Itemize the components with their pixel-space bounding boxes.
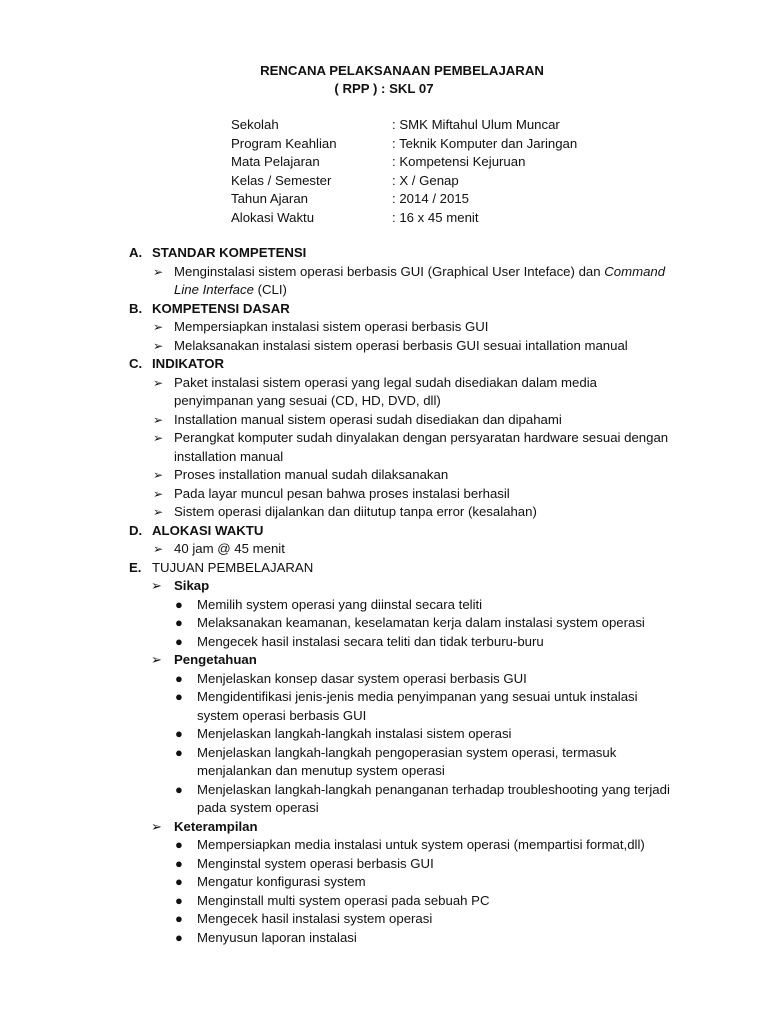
item-text: Perangkat komputer sudah dinyalakan dengan persyaratan hardware sesuai dengan installation manual <box>174 430 669 464</box>
item-text: Proses installation manual sudah dilaksanakan <box>174 467 449 482</box>
section-letter: A. <box>129 245 143 260</box>
dot-bullet-icon: ● <box>175 596 183 612</box>
item-text: Menginstal system operasi berbasis GUI <box>197 855 434 871</box>
list-item <box>0 725 707 744</box>
info-value: : SMK Miftahul Ulum Muncar <box>392 117 560 132</box>
subsection-heading <box>0 577 768 596</box>
info-label: Kelas / Semester <box>231 172 332 188</box>
section-letter: C. <box>129 356 143 371</box>
subsection-title: Keterampilan <box>174 818 258 834</box>
list-item <box>0 466 714 485</box>
item-text: (CLI) <box>253 282 287 297</box>
list-item <box>0 892 707 911</box>
info-value: : 16 x 45 menit <box>392 209 479 225</box>
list-item <box>0 596 707 615</box>
item-text: Mempersiapkan instalasi sistem operasi berbasis GUI <box>174 319 489 334</box>
arrow-bullet-icon: ➢ <box>153 431 164 445</box>
info-row <box>231 135 651 154</box>
item-text: Mempersiapkan media instalasi untuk system operasi (mempartisi format,dll) <box>197 837 645 852</box>
dot-bullet-icon: ● <box>175 911 183 926</box>
item-text: Pada layar muncul pesan bahwa proses instalasi berhasil <box>174 485 510 501</box>
list-item <box>0 929 707 948</box>
section-title: INDIKATOR <box>152 356 225 371</box>
dot-bullet-icon: ● <box>175 892 183 908</box>
section-title: STANDAR KOMPETENSI <box>152 245 307 260</box>
document-subtitle: ( RPP ) : SKL 07 <box>334 81 434 96</box>
dot-bullet-icon: ● <box>175 837 183 852</box>
info-value: : X / Genap <box>392 172 459 188</box>
info-label: Alokasi Waktu <box>231 209 315 225</box>
section-letter: E. <box>129 559 142 575</box>
list-item <box>0 781 697 818</box>
subsection-heading <box>0 651 768 670</box>
arrow-bullet-icon: ➢ <box>153 505 164 519</box>
info-label: Mata Pelajaran <box>231 154 320 169</box>
item-text: Mengatur konfigurasi system <box>197 874 366 889</box>
section-title: TUJUAN PEMBELAJARAN <box>152 559 314 575</box>
list-item <box>0 688 667 725</box>
list-item <box>0 318 714 337</box>
list-item <box>0 614 707 633</box>
item-text: Menjelaskan langkah-langkah instalasi sistem operasi <box>197 726 512 741</box>
list-item <box>0 540 714 559</box>
arrow-bullet-icon: ➢ <box>153 486 164 501</box>
item-text: 40 jam @ 45 menit <box>174 541 285 556</box>
item-text: Menjelaskan konsep dasar system operasi berbasis GUI <box>197 670 527 686</box>
section-letter: D. <box>129 522 143 538</box>
arrow-bullet-icon: ➢ <box>153 468 164 482</box>
info-label: Tahun Ajaran <box>231 191 308 206</box>
list-item <box>0 263 714 300</box>
info-row <box>231 116 651 135</box>
section-title: KOMPETENSI DASAR <box>152 300 290 316</box>
item-text: Memilih system operasi yang diinstal secara teliti <box>197 596 483 612</box>
dot-bullet-icon: ● <box>175 874 183 889</box>
item-text: Paket instalasi sistem operasi yang legal sudah disediakan dalam media penyimpanan yang sesuai (CD, HD, DVD, dll) <box>174 374 597 408</box>
list-item <box>0 633 707 652</box>
info-row <box>231 153 651 172</box>
arrow-bullet-icon: ➢ <box>151 578 162 593</box>
info-row <box>231 209 651 228</box>
list-item <box>0 855 707 874</box>
document-body <box>0 244 768 947</box>
info-table <box>231 116 651 227</box>
item-text: Mengidentifikasi jenis-jenis media penyimpanan yang sesuai untuk instalasi system operasi berbasis GUI <box>197 689 638 723</box>
info-value: : Kompetensi Kejuruan <box>392 154 526 169</box>
item-text: Mengecek hasil instalasi system operasi <box>197 911 433 926</box>
section-heading <box>0 522 768 541</box>
item-text: Menginstalasi sistem operasi berbasis GUI (Graphical User Inteface) dan <box>174 263 605 279</box>
list-item <box>0 411 714 430</box>
info-value: : 2014 / 2015 <box>392 191 469 206</box>
info-row <box>231 172 651 191</box>
arrow-bullet-icon: ➢ <box>151 652 162 667</box>
arrow-bullet-icon: ➢ <box>153 375 164 390</box>
info-label: Sekolah <box>231 117 279 132</box>
arrow-bullet-icon: ➢ <box>151 818 162 834</box>
arrow-bullet-icon: ➢ <box>153 264 164 279</box>
info-label: Program Keahlian <box>231 135 337 151</box>
subsection-title: Sikap <box>174 578 210 593</box>
dot-bullet-icon: ● <box>175 615 183 630</box>
dot-bullet-icon: ● <box>175 726 183 741</box>
section-heading <box>0 244 768 263</box>
list-item <box>0 873 707 892</box>
item-text: Menginstall multi system operasi pada sebuah PC <box>197 892 490 908</box>
info-value: : Teknik Komputer dan Jaringan <box>392 135 578 151</box>
arrow-bullet-icon: ➢ <box>153 542 164 556</box>
section-heading <box>0 559 768 578</box>
list-item <box>0 374 654 411</box>
list-item <box>0 910 707 929</box>
list-item <box>0 836 707 855</box>
list-item <box>0 503 714 522</box>
section-heading <box>0 355 768 374</box>
dot-bullet-icon: ● <box>175 855 183 871</box>
item-text: Sistem operasi dijalankan dan diitutup tanpa error (kesalahan) <box>174 504 537 519</box>
list-item <box>0 744 637 781</box>
item-text: Menyusun laporan instalasi <box>197 929 357 945</box>
item-text: Menjelaskan langkah-langkah penanganan terhadap troubleshooting yang terjadi pada system operasi <box>197 781 670 815</box>
section-heading <box>0 300 768 319</box>
document-title: RENCANA PELAKSANAAN PEMBELAJARAN <box>260 63 544 78</box>
dot-bullet-icon: ● <box>175 781 183 797</box>
list-item <box>0 670 707 689</box>
section-title: ALOKASI WAKTU <box>152 522 264 538</box>
dot-bullet-icon: ● <box>175 689 183 704</box>
list-item <box>0 485 714 504</box>
arrow-bullet-icon: ➢ <box>153 412 164 427</box>
arrow-bullet-icon: ➢ <box>153 320 164 334</box>
item-text: Menjelaskan langkah-langkah pengoperasian system operasi, termasuk menjalankan dan menutup system operasi <box>197 744 617 778</box>
item-text: Melaksanakan instalasi sistem operasi berbasis GUI sesuai intallation manual <box>174 337 628 353</box>
item-text-italic: Command <box>604 263 666 279</box>
subsection-title: Pengetahuan <box>174 652 257 667</box>
item-text-italic: Line Interface <box>174 282 254 297</box>
dot-bullet-icon: ● <box>175 633 183 649</box>
arrow-bullet-icon: ➢ <box>153 338 164 353</box>
list-item <box>0 337 714 356</box>
item-text: Installation manual sistem operasi sudah disediakan dan dipahami <box>174 411 562 427</box>
info-row <box>231 190 651 209</box>
dot-bullet-icon: ● <box>175 670 183 686</box>
section-letter: B. <box>129 300 143 316</box>
list-item <box>0 429 694 466</box>
subsection-heading <box>0 818 768 837</box>
dot-bullet-icon: ● <box>175 744 183 760</box>
dot-bullet-icon: ● <box>175 929 183 945</box>
item-text: Melaksanakan keamanan, keselamatan kerja dalam instalasi system operasi <box>197 615 645 630</box>
item-text: Mengecek hasil instalasi secara teliti dan tidak terburu-buru <box>197 633 544 649</box>
